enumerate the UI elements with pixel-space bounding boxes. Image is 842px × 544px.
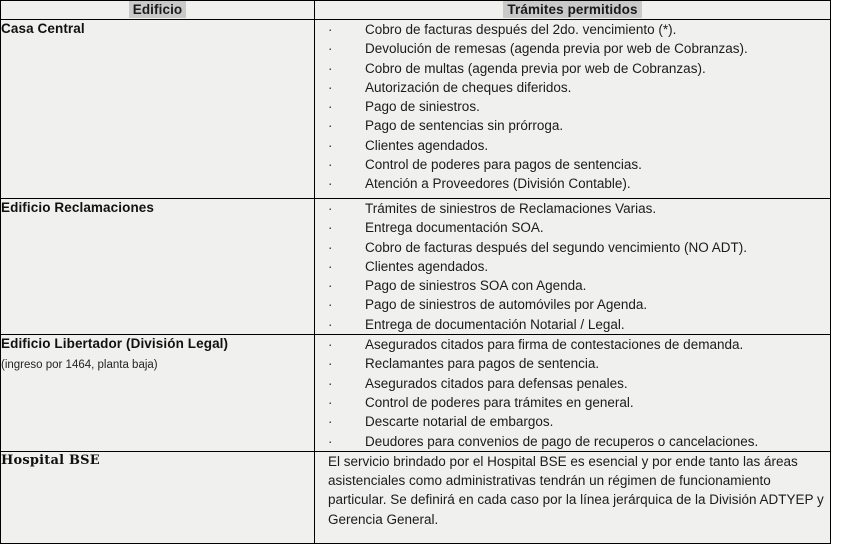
building-cell <box>1 199 315 335</box>
list-item-text: Atención a Proveedores (División Contable). <box>365 176 631 192</box>
building-name: Edificio Libertador (División Legal) <box>1 336 229 352</box>
list-item <box>315 116 830 135</box>
list-item-text: Clientes agendados. <box>365 258 489 274</box>
list-item <box>315 432 830 451</box>
list-item <box>315 155 830 174</box>
procedures-cell <box>315 199 831 335</box>
list-item-text: Control de poderes para trámites en general. <box>365 394 634 410</box>
table-header <box>1 1 831 20</box>
bullet-icon: · <box>328 201 333 216</box>
list-item-text: Reclamantes para pagos de sentencia. <box>365 356 600 372</box>
list-item-text: Autorización de cheques diferidos. <box>365 79 572 95</box>
building-cell <box>1 451 315 543</box>
list-item <box>315 174 830 193</box>
list-item-text: Trámites de siniestros de Reclamaciones Varias. <box>365 201 657 216</box>
list-item <box>315 238 830 257</box>
list-item <box>315 20 830 39</box>
list-item-text: Descarte notarial de embargos. <box>365 414 554 430</box>
table-row <box>1 20 831 199</box>
list-item-text: Asegurados citados para firma de contestaciones de demanda. <box>365 337 744 353</box>
procedures-cell <box>315 451 831 543</box>
list-item <box>315 199 830 218</box>
bullet-icon: · <box>328 278 333 294</box>
list-item <box>315 218 830 237</box>
list-item-text: Control de poderes para pagos de sentencias. <box>365 157 642 173</box>
table-body <box>1 20 831 544</box>
table-header-row <box>1 1 831 20</box>
list-item-text: Pago de siniestros de automóviles por Agenda. <box>365 297 648 313</box>
list-item-text: Deudores para convenios de pago de recuperos o cancelaciones. <box>365 433 759 449</box>
bullet-icon: · <box>328 176 333 192</box>
bullet-icon: · <box>328 316 333 332</box>
list-item-text: Pago de siniestros. <box>365 99 480 115</box>
table-row <box>1 335 831 452</box>
list-item-text: Entrega de documentación Notarial / Legal. <box>365 316 625 332</box>
bullet-icon: · <box>328 239 333 255</box>
bullet-icon: · <box>328 60 333 76</box>
list-item <box>315 335 830 354</box>
list-item-text: Clientes agendados. <box>365 137 489 153</box>
list-item <box>315 412 830 431</box>
list-item <box>315 354 830 373</box>
list-item <box>315 257 830 276</box>
bullet-icon: · <box>328 414 333 430</box>
bullet-icon: · <box>328 137 333 153</box>
column-header-tramites <box>315 1 831 20</box>
building-name: Casa Central <box>1 21 85 36</box>
bullet-icon: · <box>328 258 333 274</box>
list-item <box>315 276 830 295</box>
column-header-edificio <box>1 1 315 20</box>
procedures-cell <box>315 335 831 452</box>
bullet-icon: · <box>328 337 333 353</box>
bullet-icon: · <box>328 22 333 37</box>
bullet-icon: · <box>328 433 333 449</box>
list-item <box>315 59 830 78</box>
procedures-list <box>315 199 830 334</box>
bullet-icon: · <box>328 157 333 173</box>
bullet-icon: · <box>328 79 333 95</box>
list-item-text: Asegurados citados para defensas penales. <box>365 375 628 391</box>
building-name: Hospital BSE <box>1 452 100 468</box>
building-cell <box>1 20 315 199</box>
list-item-text: Entrega documentación SOA. <box>365 220 544 236</box>
column-header-edificio-label: Edificio <box>129 1 187 18</box>
bullet-icon: · <box>328 99 333 115</box>
bullet-icon: · <box>328 394 333 410</box>
column-header-tramites-label: Trámites permitidos <box>503 1 641 18</box>
building-cell <box>1 335 315 452</box>
procedures-list <box>315 335 830 451</box>
bullet-icon: · <box>328 297 333 313</box>
bullet-icon: · <box>328 220 333 236</box>
table-row <box>1 199 831 335</box>
bullet-icon: · <box>328 375 333 391</box>
bullet-icon: · <box>328 356 333 372</box>
list-item-text: Cobro de multas (agenda previa por web de Cobranzas). <box>365 60 706 76</box>
list-item <box>315 374 830 393</box>
list-item <box>315 295 830 314</box>
procedures-paragraph: El servicio brindado por el Hospital BSE es esencial y por ende tanto las áreas asistenciales como administrativas tendrán un régimen de funcionamiento particular. Se definirá en cada caso por la línea jerárquica de la División ADTYEP y Gerencia General. <box>328 453 824 527</box>
list-item-text: Cobro de facturas después del segundo vencimiento (NO ADT). <box>365 239 747 255</box>
building-note: (ingreso por 1464, planta baja) <box>1 359 158 372</box>
bullet-icon: · <box>328 41 333 57</box>
list-item-text: Pago de siniestros SOA con Agenda. <box>365 278 587 294</box>
list-item <box>315 136 830 155</box>
table-row <box>1 451 831 543</box>
list-item <box>315 39 830 58</box>
list-item <box>315 315 830 334</box>
bullet-icon: · <box>328 118 333 134</box>
list-item <box>315 97 830 116</box>
list-item <box>315 78 830 97</box>
list-item-text: Cobro de facturas después del 2do. vencimiento (*). <box>365 22 677 37</box>
list-item-text: Pago de sentencias sin prórroga. <box>365 118 564 134</box>
list-item-text: Devolución de remesas (agenda previa por web de Cobranzas). <box>365 41 748 57</box>
building-name: Edificio Reclamaciones <box>1 200 155 215</box>
procedures-cell <box>315 20 831 199</box>
procedures-list <box>315 20 830 194</box>
list-item <box>315 393 830 412</box>
